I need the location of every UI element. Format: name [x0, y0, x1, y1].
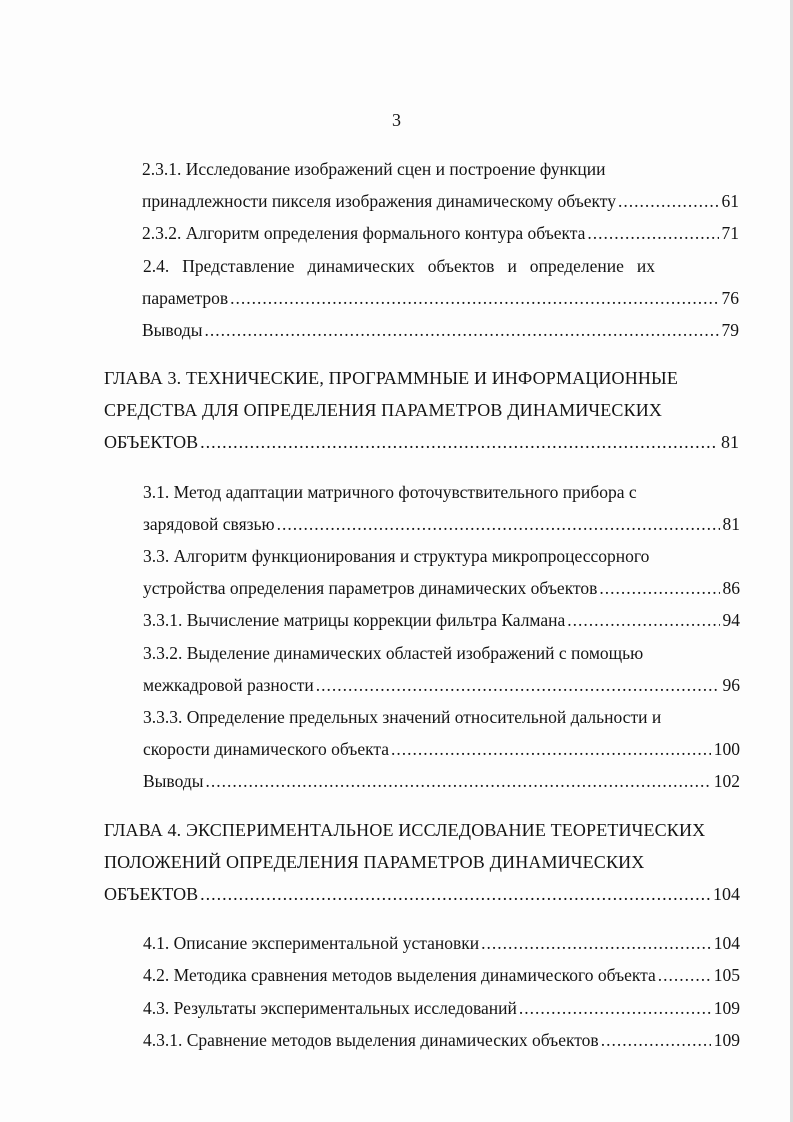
toc-2-3-1-line1: 2.3.1. Исследование изображений сцен и построение функции — [142, 159, 606, 179]
toc-entry-chapter-4 — [104, 882, 740, 906]
page-ref: 104 — [713, 884, 740, 904]
toc-entry-2-3-2 — [142, 221, 739, 245]
page-ref: 104 — [713, 933, 740, 953]
toc-entry-4-2 — [143, 963, 740, 987]
toc-3-1-line2: зарядовой связью — [143, 514, 275, 534]
toc-entry-3-1 — [143, 512, 740, 536]
toc-entry-chapter-3 — [104, 430, 739, 454]
word: объектов — [427, 256, 495, 276]
toc-3-3-2-line2: межкадровой разности — [143, 675, 314, 695]
toc-3-3-3-line2: скорости динамического объекта — [143, 739, 389, 759]
toc-4-3-1-title: 4.3.1. Сравнение методов выделения динамических объектов — [143, 1030, 599, 1050]
page-ref: 109 — [713, 1030, 740, 1050]
leader-dots — [204, 318, 718, 342]
page-ref: 79 — [721, 320, 739, 340]
toc-entry-4-3-1 — [143, 1028, 740, 1052]
toc-chapter-3-line3: ОБЪЕКТОВ — [104, 432, 199, 452]
toc-3-3-3-line1: 3.3.3. Определение предельных значений относительной дальности и — [143, 707, 662, 727]
page-ref: 96 — [722, 675, 740, 695]
word: Представление — [182, 256, 295, 276]
word: их — [636, 256, 655, 276]
toc-chapter-4-line2: ПОЛОЖЕНИЙ ОПРЕДЕЛЕНИЯ ПАРАМЕТРОВ ДИНАМИЧЕСКИХ — [104, 852, 645, 872]
toc-3-3-line1: 3.3. Алгоритм функционирования и структура микропроцессорного — [143, 546, 650, 566]
toc-3-3-2-line1: 3.3.2. Выделение динамических областей изображений с помощью — [143, 643, 644, 663]
word: и — [507, 256, 517, 276]
page-ref: 61 — [721, 191, 739, 211]
page-ref: 81 — [722, 514, 740, 534]
page-ref: 86 — [722, 578, 740, 598]
leader-dots — [200, 430, 718, 454]
page-ref: 102 — [713, 771, 740, 791]
toc-entry-3-3 — [143, 576, 740, 600]
toc-4-1-title: 4.1. Описание экспериментальной установки — [143, 933, 480, 953]
toc-conclusions-title: Выводы — [142, 320, 203, 340]
toc-chapter-4-line3: ОБЪЕКТОВ — [104, 884, 199, 904]
toc-chapter-3-line1: ГЛАВА 3. ТЕХНИЧЕСКИЕ, ПРОГРАММНЫЕ И ИНФОРМАЦИОННЫЕ — [104, 368, 678, 388]
toc-entry-3-3-1 — [143, 608, 740, 632]
page-ref: 71 — [721, 223, 739, 243]
leader-dots — [618, 189, 719, 213]
toc-chapter-3-line2: СРЕДСТВА ДЛЯ ОПРЕДЕЛЕНИЯ ПАРАМЕТРОВ ДИНАМИЧЕСКИХ — [104, 400, 663, 420]
toc-4-3-title: 4.3. Результаты экспериментальных исследований — [143, 998, 517, 1018]
word: динамических — [307, 256, 415, 276]
toc-2-3-2-title: 2.3.2. Алгоритм определения формального контура объекта — [142, 223, 586, 243]
word: определение — [529, 256, 624, 276]
leader-dots — [587, 221, 718, 245]
leader-dots — [567, 608, 719, 632]
page-ref: 100 — [713, 739, 740, 759]
page-ref: 105 — [713, 965, 740, 985]
toc-3-3-line2: устройства определения параметров динамических объектов — [143, 578, 598, 598]
toc-chapter-4-line1: ГЛАВА 4. ЭКСПЕРИМЕНТАЛЬНОЕ ИССЛЕДОВАНИЕ ТЕОРЕТИЧЕСКИХ — [104, 820, 706, 840]
leader-dots — [519, 996, 711, 1020]
toc-entry-ch2-conclusions — [142, 318, 739, 342]
toc-2-4-line2: параметров — [142, 288, 229, 308]
leader-dots — [481, 931, 711, 955]
leader-dots — [658, 963, 711, 987]
leader-dots — [599, 576, 719, 600]
toc-entry-2-3-1 — [142, 189, 739, 213]
leader-dots — [230, 286, 718, 310]
toc-3-3-1-title: 3.3.1. Вычисление матрицы коррекции фильтра Калмана — [143, 610, 566, 630]
page-ref: 94 — [722, 610, 740, 630]
toc-2-4-line1 — [143, 254, 655, 278]
toc-2-3-1-line2: принадлежности пикселя изображения динамическому объекту — [142, 191, 616, 211]
leader-dots — [601, 1028, 711, 1052]
leader-dots — [200, 882, 710, 906]
toc-entry-3-3-3 — [143, 737, 740, 761]
toc-entry-4-1 — [143, 931, 740, 955]
toc-conclusions-title: Выводы — [143, 771, 204, 791]
page-ref: 109 — [713, 998, 740, 1018]
toc-3-1-line1: 3.1. Метод адаптации матричного фоточувствительного прибора с — [143, 482, 637, 502]
word: 2.4. — [143, 256, 170, 276]
toc-entry-4-3 — [143, 996, 740, 1020]
leader-dots — [277, 512, 720, 536]
page-ref: 81 — [721, 432, 739, 452]
leader-dots — [205, 769, 710, 793]
page-ref: 76 — [721, 288, 739, 308]
leader-dots — [391, 737, 711, 761]
toc-entry-3-3-2 — [143, 673, 740, 697]
toc-entry-ch3-conclusions — [143, 769, 740, 793]
toc-4-2-title: 4.2. Методика сравнения методов выделения динамического объекта — [143, 965, 656, 985]
leader-dots — [316, 673, 720, 697]
toc-entry-2-4 — [142, 286, 739, 310]
page-number: 3 — [392, 110, 401, 130]
